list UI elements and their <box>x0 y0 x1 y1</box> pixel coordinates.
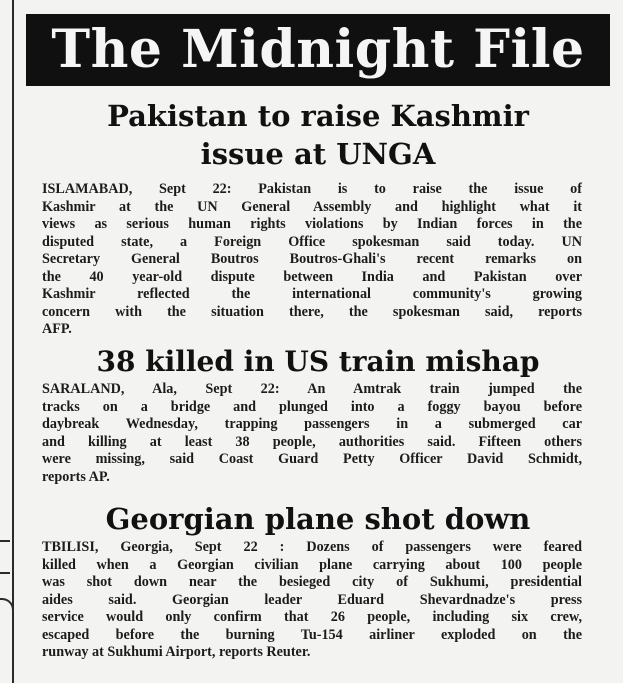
story-2-body-line: daybreak Wednesday, trapping passengers in a submerged car <box>42 416 582 432</box>
story-2-body-line: tracks on a bridge and plunged into a foggy bayou before <box>42 398 582 415</box>
story-1-headline-line-2: issue at UNGA <box>200 137 436 171</box>
story-1-body <box>42 181 582 339</box>
masthead-title: The Midnight File <box>51 19 585 80</box>
story-3-body <box>42 539 582 662</box>
story-2-headline: 38 killed in US train mishap <box>96 345 540 378</box>
story-3-body-line: TBILISI, Georgia, Sept 22 : Dozens of passengers were feared <box>42 539 582 555</box>
story-3-body-line: was shot down near the besieged city of Sukhumi, presidential <box>42 574 582 590</box>
story-3-body-line: killed when a Georgian civilian plane carrying about 100 people <box>42 556 582 573</box>
column-rule <box>12 0 14 683</box>
story-3-body-line: escaped before the burning Tu-154 airliner exploded on the <box>42 626 582 643</box>
story-2-body-line: reports AP. <box>42 468 110 485</box>
story-3-headline: Georgian plane shot down <box>105 502 531 536</box>
story-1-headline-line-1: Pakistan to raise Kashmir <box>107 99 529 133</box>
story-2-body-line: were missing, said Coast Guard Petty Officer David Schmidt, <box>42 451 582 467</box>
story-1-body-line: ISLAMABAD, Sept 22: Pakistan is to raise the issue of <box>42 181 582 197</box>
margin-tick <box>0 540 10 542</box>
masthead-banner <box>26 14 610 86</box>
page-fold-curve <box>0 598 14 683</box>
story-2-body-line: and killing at least 38 people, authorities said. Fifteen others <box>42 433 582 450</box>
story-1-body-line: AFP. <box>42 321 72 337</box>
story-1-body-line: Kashmir reflected the international community's growing <box>42 286 582 302</box>
story-1-body-line: Secretary General Boutros Boutros-Ghali's recent remarks on <box>42 251 582 267</box>
story-1-body-line: Kashmir at the UN General Assembly and highlight what it <box>42 198 582 215</box>
story-3-body-line: runway at Sukhumi Airport, reports Reuter. <box>42 644 311 660</box>
story-3-body-line: aides said. Georgian leader Eduard Shevardnadze's press <box>42 591 582 608</box>
story-2-body-line: SARALAND, Ala, Sept 22: An Amtrak train jumped the <box>42 381 582 397</box>
story-1-body-line: views as serious human rights violations by Indian forces in the <box>42 216 582 232</box>
story-1-body-line: disputed state, a Foreign Office spokesman said today. UN <box>42 233 582 250</box>
margin-tick <box>0 572 10 574</box>
story-1-body-line: concern with the situation there, the spokesman said, reports <box>42 303 582 320</box>
story-2-body <box>42 381 582 486</box>
story-1-body-line: the 40 year-old dispute between India and Pakistan over <box>42 268 582 285</box>
story-3-body-line: service would only confirm that 26 people, including six crew, <box>42 609 582 625</box>
